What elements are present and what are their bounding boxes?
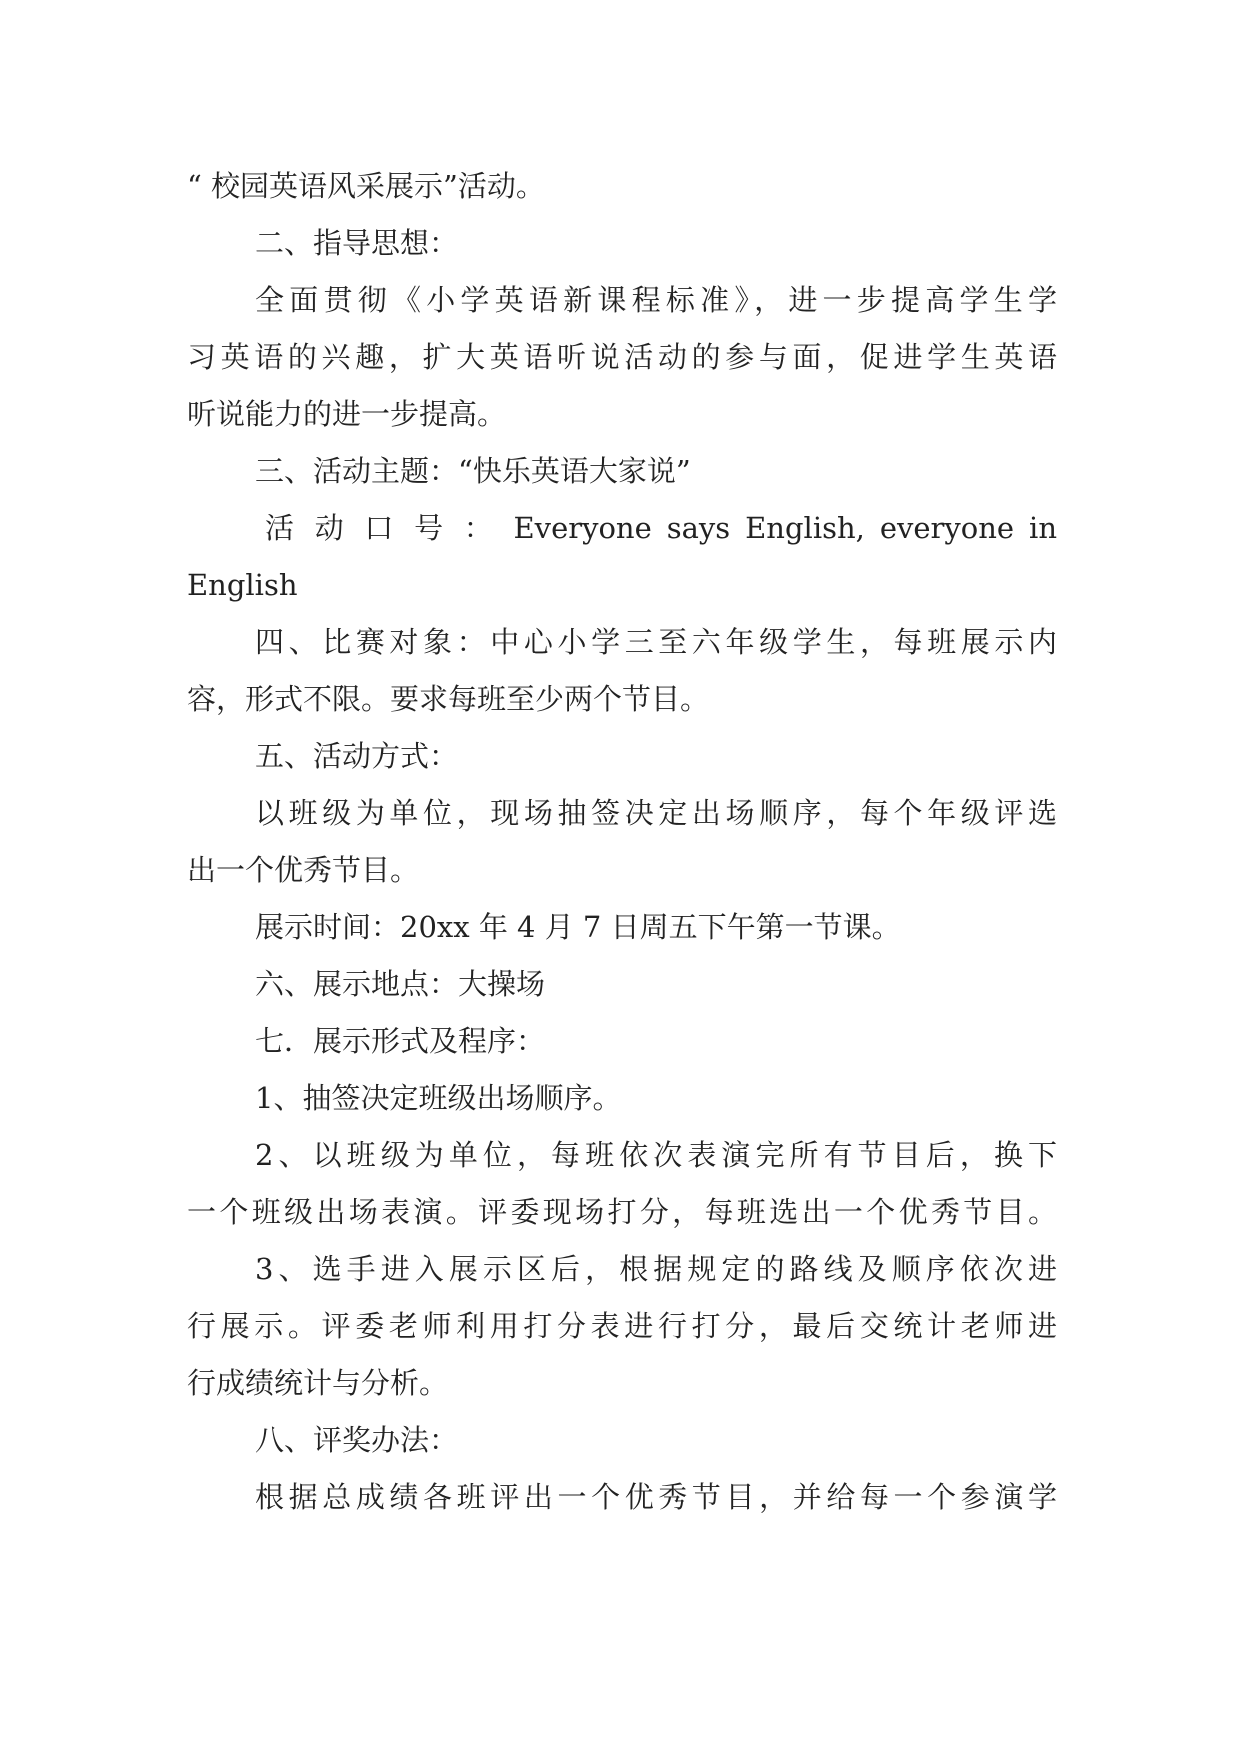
paragraph-line: English xyxy=(187,568,298,602)
paragraph-line: 根据总成绩各班评出一个优秀节目，并给每一个参演学 xyxy=(255,1480,1057,1514)
section-heading: 四、比赛对象：中心小学三至六年级学生，每班展示内 xyxy=(255,625,1057,659)
paragraph-line: 活 动 口 号 ： Everyone says English, everyone in xyxy=(265,511,1057,545)
paragraph-line: 行成绩统计与分析。 xyxy=(187,1366,449,1400)
section-heading: 二、指导思想： xyxy=(255,226,459,260)
paragraph-line: 行展示。评委老师利用打分表进行打分，最后交统计老师进 xyxy=(187,1309,1057,1343)
list-item: 3、选手进入展示区后，根据规定的路线及顺序依次进 xyxy=(255,1252,1057,1286)
paragraph-line: 容，形式不限。要求每班至少两个节目。 xyxy=(187,682,710,716)
list-item: 2、以班级为单位，每班依次表演完所有节目后，换下 xyxy=(255,1138,1057,1172)
paragraph-line: 以班级为单位，现场抽签决定出场顺序，每个年级评选 xyxy=(255,796,1057,830)
paragraph-line: 习英语的兴趣，扩大英语听说活动的参与面，促进学生英语 xyxy=(187,340,1057,374)
list-item: 1、抽签决定班级出场顺序。 xyxy=(255,1081,622,1115)
section-heading: 六、展示地点：大操场 xyxy=(255,967,546,1001)
paragraph-line: 听说能力的进一步提高。 xyxy=(187,397,507,431)
section-heading: 三、活动主题：“快乐英语大家说” xyxy=(255,454,691,488)
paragraph-line: 全面贯彻《小学英语新课程标准》，进一步提高学生学 xyxy=(255,283,1057,317)
section-heading: 七．展示形式及程序： xyxy=(255,1024,546,1058)
paragraph-line: 展示时间：20xx 年 4 月 7 日周五下午第一节课。 xyxy=(255,910,901,944)
section-heading: 五、活动方式： xyxy=(255,739,459,773)
paragraph-line: 出一个优秀节目。 xyxy=(187,853,420,887)
section-heading: 八、评奖办法： xyxy=(255,1423,459,1457)
paragraph-line: “ 校园英语风采展示”活动。 xyxy=(187,169,545,203)
paragraph-line: 一个班级出场表演。评委现场打分，每班选出一个优秀节目。 xyxy=(187,1195,1057,1229)
